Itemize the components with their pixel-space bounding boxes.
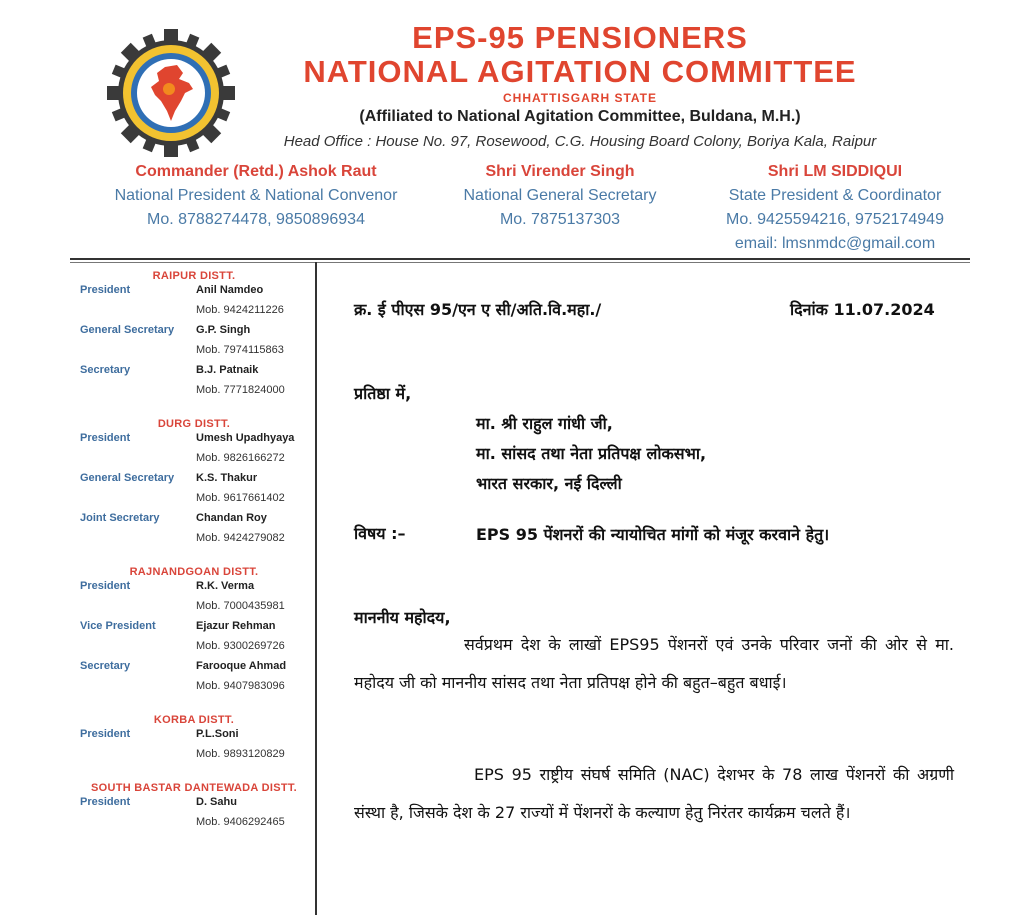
member-row [76,284,312,324]
header-divider [70,258,970,260]
member-name: G.P. Singh [196,324,251,336]
district-title: RAIPUR DISTT. [152,270,236,282]
member-role: President [80,728,131,740]
recipient-address-line: मा. सांसद तथा नेता प्रतिपक्ष लोकसभा, [476,444,707,463]
recipient-label: प्रतिष्ठा में, [354,384,412,403]
org-state: CHHATTISGARH STATE [503,91,657,105]
head-office-address: Head Office : House No. 97, Rosewood, C.G. Housing Board Colony, Boriya Kala, Raipur [283,133,877,150]
member-row [76,324,312,364]
officer-email: email: lmsnmdc@gmail.com [734,235,936,252]
member-mobile: Mob. 7771824000 [196,384,285,396]
member-mobile: Mob. 9826166272 [196,452,285,464]
officer-designation: State President & Coordinator [728,187,942,204]
member-row [76,580,312,620]
affiliation-line: (Affiliated to National Agitation Committee, Buldana, M.H.) [359,108,801,125]
member-role: Vice President [80,620,156,632]
member-role: General Secretary [80,324,175,336]
header-divider-thin [70,262,970,263]
member-name: Farooque Ahmad [196,660,287,672]
officer-phone: Mo. 7875137303 [499,211,621,228]
member-mobile: Mob. 9424279082 [196,532,285,544]
subject-text: EPS 95 पेंशनरों की न्यायोचित मांगों को मंजूर करवाने हेतु। [476,525,830,544]
recipient-address-line: मा. श्री राहुल गांधी जी, [476,414,613,433]
member-name: Anil Namdeo [196,284,264,296]
district-block-raipur [76,270,312,404]
reference-number: क्र. ई पीएस 95/एन ए सी/अति.वि.महा./ [354,300,602,319]
district-title: RAJNANDGOAN DISTT. [129,566,259,578]
member-mobile: Mob. 9406292465 [196,816,285,828]
member-row [76,660,312,700]
member-role: President [80,432,131,444]
member-mobile: Mob. 9893120829 [196,748,285,760]
district-title: DURG DISTT. [157,418,231,430]
member-mobile: Mob. 7974115863 [196,344,284,356]
member-mobile: Mob. 9300269726 [196,640,285,652]
member-role: President [80,580,131,592]
officer-state-president [700,160,970,256]
member-row [76,432,312,472]
officer-name: Shri Virender Singh [485,163,635,180]
officer-designation: National General Secretary [463,187,657,204]
member-row [76,512,312,552]
member-name: Umesh Upadhyaya [196,432,295,444]
member-row [76,364,312,404]
member-mobile: Mob. 9407983096 [196,680,285,692]
subject-label: विषय :– [354,524,406,543]
org-title-line2: NATIONAL AGITATION COMMITTEE [303,54,857,89]
member-row [76,796,312,836]
district-block-south-bastar [76,782,312,836]
member-row [76,728,312,768]
member-name: B.J. Patnaik [196,364,259,376]
district-sidebar [76,270,312,850]
member-role: Secretary [80,660,131,672]
member-role: President [80,284,131,296]
member-name: Ejazur Rehman [196,620,276,632]
officer-name: Commander (Retd.) Ashok Raut [135,163,377,180]
officer-general-secretary [430,160,690,232]
member-name: D. Sahu [196,796,237,808]
officer-designation: National President & National Convenor [114,187,398,204]
member-mobile: Mob. 9617661402 [196,492,285,504]
district-title: SOUTH BASTAR DANTEWADA DISTT. [90,782,298,794]
body-paragraph: EPS 95 राष्ट्रीय संघर्ष समिति (NAC) देशभर के 78 लाख पेंशनरों की अग्रणी संस्था है, जिसके देश के 27 राज्यों में पेंशनरों के कल्याण हेतु निरंतर कार्यक्रम चलते हैं। [354,765,954,822]
salutation: माननीय महोदय, [354,608,451,627]
sidebar-divider [315,262,317,915]
member-role: General Secretary [80,472,175,484]
letter-date: दिनांक 11.07.2024 [790,300,935,319]
body-paragraph: सर्वप्रथम देश के लाखों EPS95 पेंशनरों एवं उनके परिवार जनों की ओर से मा. महोदय जी को माननीय सांसद तथा नेता प्रतिपक्ष होने की बहुत–बहुत बधाई। [354,635,954,692]
org-title-line1: EPS-95 PENSIONERS [412,20,748,55]
officer-phone: Mo. 8788274478, 9850896934 [147,211,365,228]
member-row [76,620,312,660]
district-title: KORBA DISTT. [153,714,235,726]
district-block-durg [76,418,312,552]
officer-phone: Mo. 9425594216, 9752174949 [726,211,944,228]
officer-national-president [96,160,416,232]
district-block-korba [76,714,312,768]
member-name: R.K. Verma [196,580,255,592]
member-mobile: Mob. 7000435981 [196,600,285,612]
member-role: Secretary [80,364,131,376]
member-name: P.L.Soni [196,728,239,740]
member-role: President [80,796,131,808]
member-name: Chandan Roy [196,512,267,524]
member-name: K.S. Thakur [196,472,258,484]
member-row [76,472,312,512]
officer-name: Shri LM SIDDIQUI [767,163,903,180]
district-block-rajnandgoan [76,566,312,700]
member-mobile: Mob. 9424211226 [196,304,284,316]
recipient-address-line: भारत सरकार, नई दिल्ली [476,474,622,493]
member-role: Joint Secretary [80,512,160,524]
